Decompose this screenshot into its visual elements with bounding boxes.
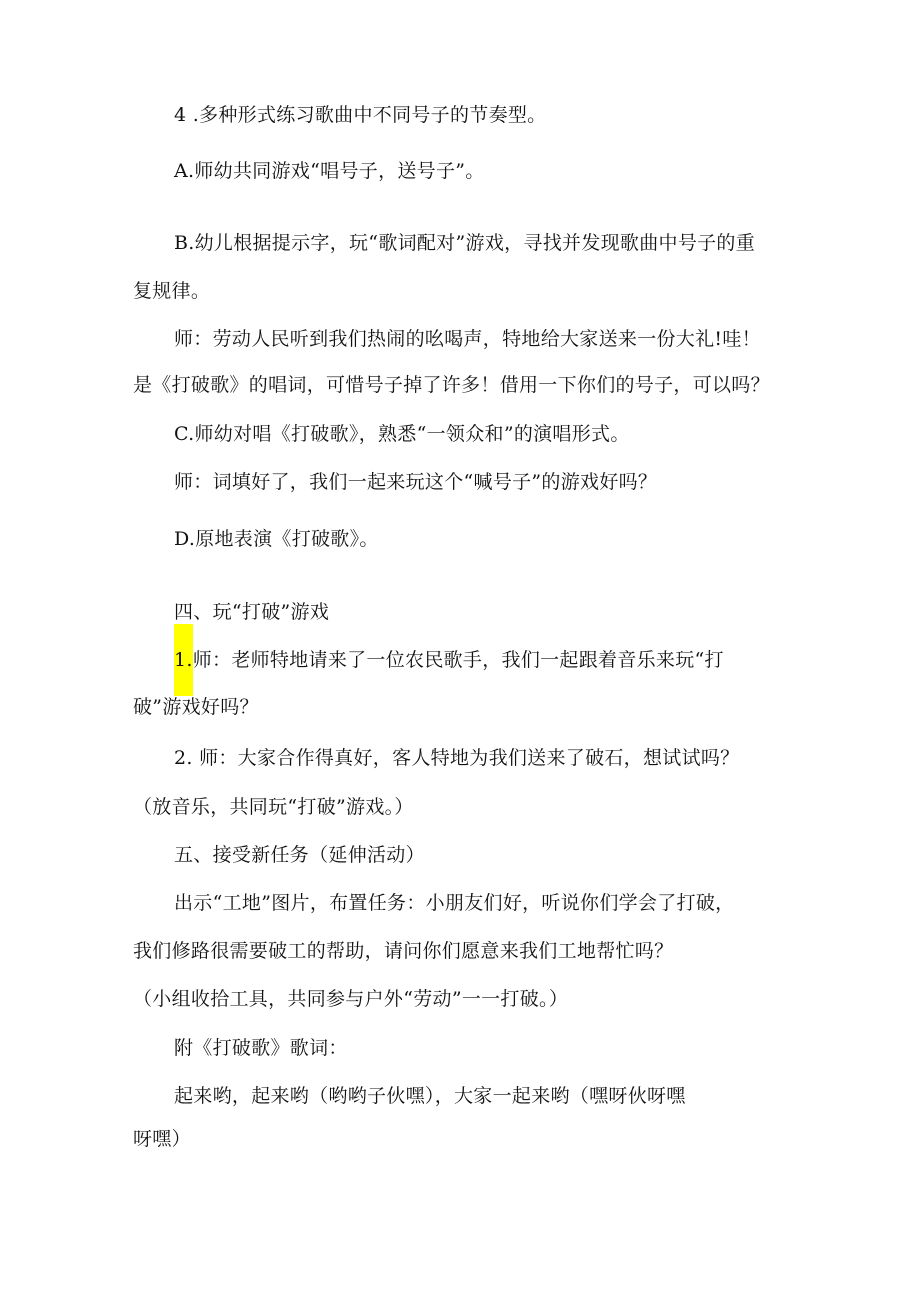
text-line: B.幼儿根据提示字，玩“歌词配对”游戏，寻找并发现歌曲中号子的重 (174, 232, 756, 254)
text-line (174, 648, 724, 696)
text-line: C.师幼对唱《打破歌》，熟悉“一领众和”的演唱形式。 (174, 423, 630, 445)
text-segment: 师：老师特地请来了一位农民歌手，我们一起跟着音乐来玩“打 (192, 649, 724, 671)
text-line: 起来哟，起来哟（哟哟子伙嘿），大家一起来哟（嘿呀伙呀嘿 (174, 1085, 686, 1107)
text-line: 师：词填好了，我们一起来玩这个“喊号子”的游戏好吗？ (174, 471, 658, 493)
text-line: D.原地表演《打破歌》。 (174, 528, 379, 550)
text-line: 是《打破歌》的唱词，可惜号子掉了许多！借用一下你们的号子，可以吗？ (133, 374, 770, 396)
text-line: 4 .多种形式练习歌曲中不同号子的节奏型。 (174, 104, 547, 126)
text-line: 2. 师：大家合作得真好，客人特地为我们送来了破石，想试试吗？ (174, 747, 740, 769)
highlighted-number: 1. (174, 624, 193, 696)
text-line: 出示“工地”图片，布置任务：小朋友们好，听说你们学会了打破， (174, 892, 735, 914)
text-line: 呀嘿） (133, 1128, 191, 1150)
section-heading: 四、玩“打破”游戏 (174, 601, 330, 623)
section-heading: 五、接受新任务（延伸活动） (174, 844, 425, 866)
text-line: （放音乐，共同玩“打破”游戏。） (133, 796, 414, 818)
text-line: A.师幼共同游戏“唱号子，送号子”。 (174, 160, 485, 182)
text-line: （小组收拾工具，共同参与户外“劳动”一一打破。） (133, 988, 569, 1010)
text-line: 师：劳动人民听到我们热闹的吆喝声，特地给大家送来一份大礼!哇！ (174, 328, 761, 350)
text-line: 破”游戏好吗？ (133, 696, 259, 718)
text-line: 复规律。 (133, 280, 211, 302)
text-line: 我们修路很需要破工的帮助，请问你们愿意来我们工地帮忙吗？ (133, 940, 674, 962)
text-line: 附《打破歌》歌词： (174, 1037, 348, 1059)
